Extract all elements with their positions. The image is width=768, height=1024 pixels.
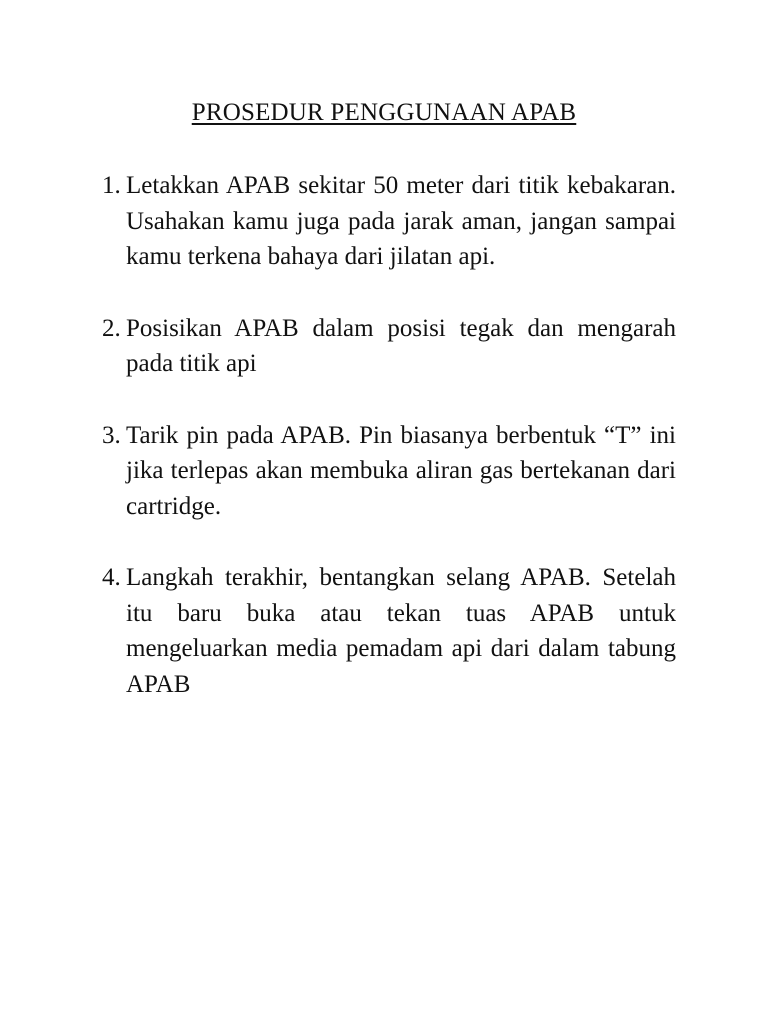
step-text: Langkah terakhir, bentangkan selang APAB. Setelah itu baru buka atau tekan tuas APAB untuk mengeluarkan media pemadam api dari dalam tabung APAB xyxy=(126,564,676,698)
document-title: PROSEDUR PENGGUNAAN APAB xyxy=(191,99,577,126)
procedure-step-3 xyxy=(102,418,676,525)
procedure-step-4 xyxy=(102,560,676,702)
procedure-step-2 xyxy=(102,311,676,382)
step-number: 4. xyxy=(102,564,121,591)
step-number: 2. xyxy=(102,314,121,342)
step-text: Letakkan APAB sekitar 50 meter dari titik kebakaran. Usahakan kamu juga pada jarak aman, jangan sampai kamu terkena bahaya dari jilatan api. xyxy=(126,172,676,270)
procedure-step-1 xyxy=(102,168,676,275)
step-number: 3. xyxy=(102,421,121,449)
step-text: Tarik pin pada APAB. Pin biasanya berbentuk “T” ini jika terlepas akan membuka aliran gas bertekanan dari cartridge. xyxy=(126,421,676,520)
step-number: 1. xyxy=(102,172,121,199)
procedure-steps-list xyxy=(102,168,676,738)
step-text: Posisikan APAB dalam posisi tegak dan mengarah pada titik api xyxy=(126,314,676,377)
